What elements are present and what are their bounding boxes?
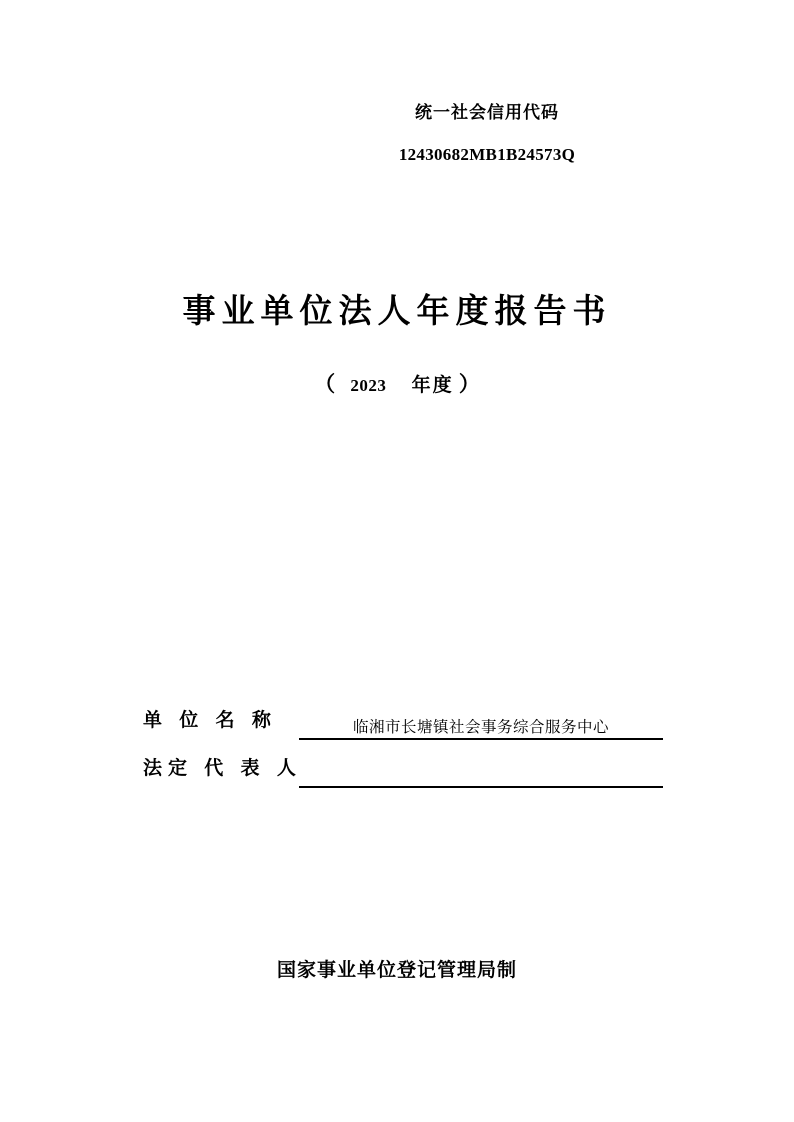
paren-close: ） [458, 372, 480, 396]
credit-code-value: 12430682MB1B24573Q [398, 145, 576, 164]
unit-name-value[interactable]: 临湘市长塘镇社会事务综合服务中心 [352, 719, 609, 736]
unit-name-label: 单 位 名 称 [143, 710, 277, 731]
form-fields [143, 660, 663, 788]
paren-open: （ [314, 372, 336, 396]
page-title: 事业单位法人年度报告书 [182, 292, 612, 329]
issuer-footer: 国家事业单位登记管理局制 [276, 960, 517, 981]
legal-representative-label: 法定 代 表 人 [143, 758, 302, 779]
legal-representative-row [143, 740, 663, 788]
credit-code-label: 统一社会信用代码 [415, 103, 559, 122]
credit-code-block [0, 98, 794, 165]
report-year-value: 2023 [350, 376, 387, 395]
legal-representative-underline [299, 740, 663, 788]
report-year-unit: 年度 [411, 375, 454, 396]
unit-name-row [143, 660, 663, 740]
report-year-line [0, 368, 794, 398]
